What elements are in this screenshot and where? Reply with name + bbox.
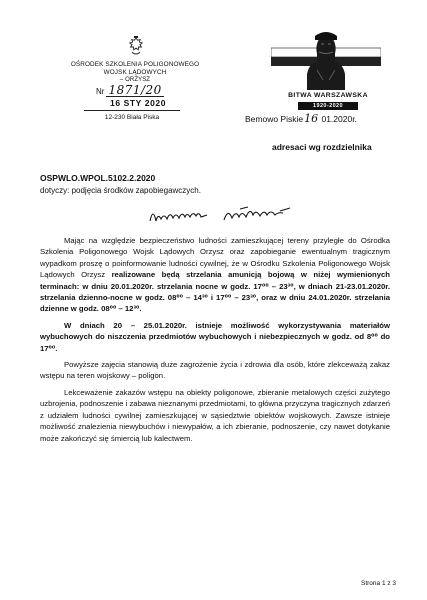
letterhead-unit-name-2: WOJSK LĄDOWYCH [103,69,167,76]
subject-line: dotyczy: podjęcia środków zapobiegawczych. [40,186,201,195]
document-number-value: 1871/20 [108,83,162,97]
stamp-divider [84,110,180,111]
document-number-row [96,84,164,97]
page-number: Strona 1 z 3 [361,580,397,587]
battle-anniversary-logo-icon [271,30,381,90]
reference-number: OSPWLO.WPOL.5102.2.2020 [40,173,156,183]
paragraph-2: W dniach 20 – 25.01.2020r. istnieje możliwość wykorzystywania materiałów wybuchowych do niszczenia przedmiotów wybuchowych i niebezpiecznych w godz. od 8⁰⁰ do 17⁰⁰. [40,320,390,353]
recipients: adresaci wg rozdzielnika [272,142,372,152]
stamp-date: 16 STY 2020 [110,98,167,108]
paragraph-1: Mając na względzie bezpieczeństwo ludności zamieszkującej tereny przyległe do Ośrodka Szkolenia Poligonowego Wojsk Lądowych Orzysz oraz zapobieganie ewentualnym tragicznym wypadkom proszę o poinformowanie ludności cywilnej, że w Ośrodku Szkolenia Poligonowego Wojsk Lądowych Orzysz realizowane będą strzelania amunicją bojową w niżej wymienionych terminach: w dniu 20.01.2020r. strzelania nocne w godz. 17⁰⁰ – 23³⁰, w dniach 21-23.01.2020r. strzelania dzienno-nocne w godz. 08⁰⁰ – 14³⁰ i 17⁰⁰ – 23³⁰, oraz w dniu 24.01.2020r. strzelania dzienne w godz. 08⁰⁰ – 12³⁰. [40,236,390,314]
place-name: Bemowo Piskie [245,114,304,124]
handwritten-day: 16 [304,112,319,125]
letterhead-location: – ORZYSZ [119,77,151,83]
letterhead-unit-name: OŚRODEK SZKOLENIA POLIGONOWEGO [70,61,200,68]
document-number-label: Nr [96,87,105,96]
paragraph-4: Lekceważenie zakazów wstępu na obiekty poligonowe, zbieranie metalowych części zużytego uzbrojenia, podnoszenie i zabawa nieznanymi przedmiotami, to główna przyczyna tragicznych zdarzeń z udziałem ludności cywilnej zamieszkującej w sąsiedztwie obiektów wojskowych. Zawsze istnieje możliwość znalezienia niewybuchów i niewypałów, a ich zbieranie, podnoszenie, czy nawet dotykanie może zakończyć się śmiercią lub kalectwem. [40,387,390,443]
eagle-emblem-icon [124,35,148,59]
firing-schedule: realizowane będą strzelania amunicją bojową w niżej wymienionych terminach: w dniu 20.01.2020r. strzelania nocne w godz. 17⁰⁰ – 23³⁰, w dniach 21-23.01.2020r. strzelania dzienno-nocne w godz. 08⁰⁰ – 14³⁰ i 17⁰⁰ – 23³⁰, oraz w dniu 24.01.2020r. strzelania dzienne w godz. 08⁰⁰ – 12³⁰. [40,270,390,314]
month-year: 01.2020r. [319,114,357,124]
handwritten-signature [148,205,328,227]
place-and-date [245,112,357,125]
logo-title: BITWA WARSZAWSKA [288,92,368,99]
logo-years: 1920-2020 [298,102,358,110]
letterhead-address: 12-230 Biała Piska [104,114,160,121]
letter-body [40,235,390,449]
paragraph-3: Powyższe zajęcia stanowią duże zagrożenie życia i zdrowia dla osób, które zlekceważą zakaz wstępu na teren wojskowy – poligon. [40,360,390,381]
